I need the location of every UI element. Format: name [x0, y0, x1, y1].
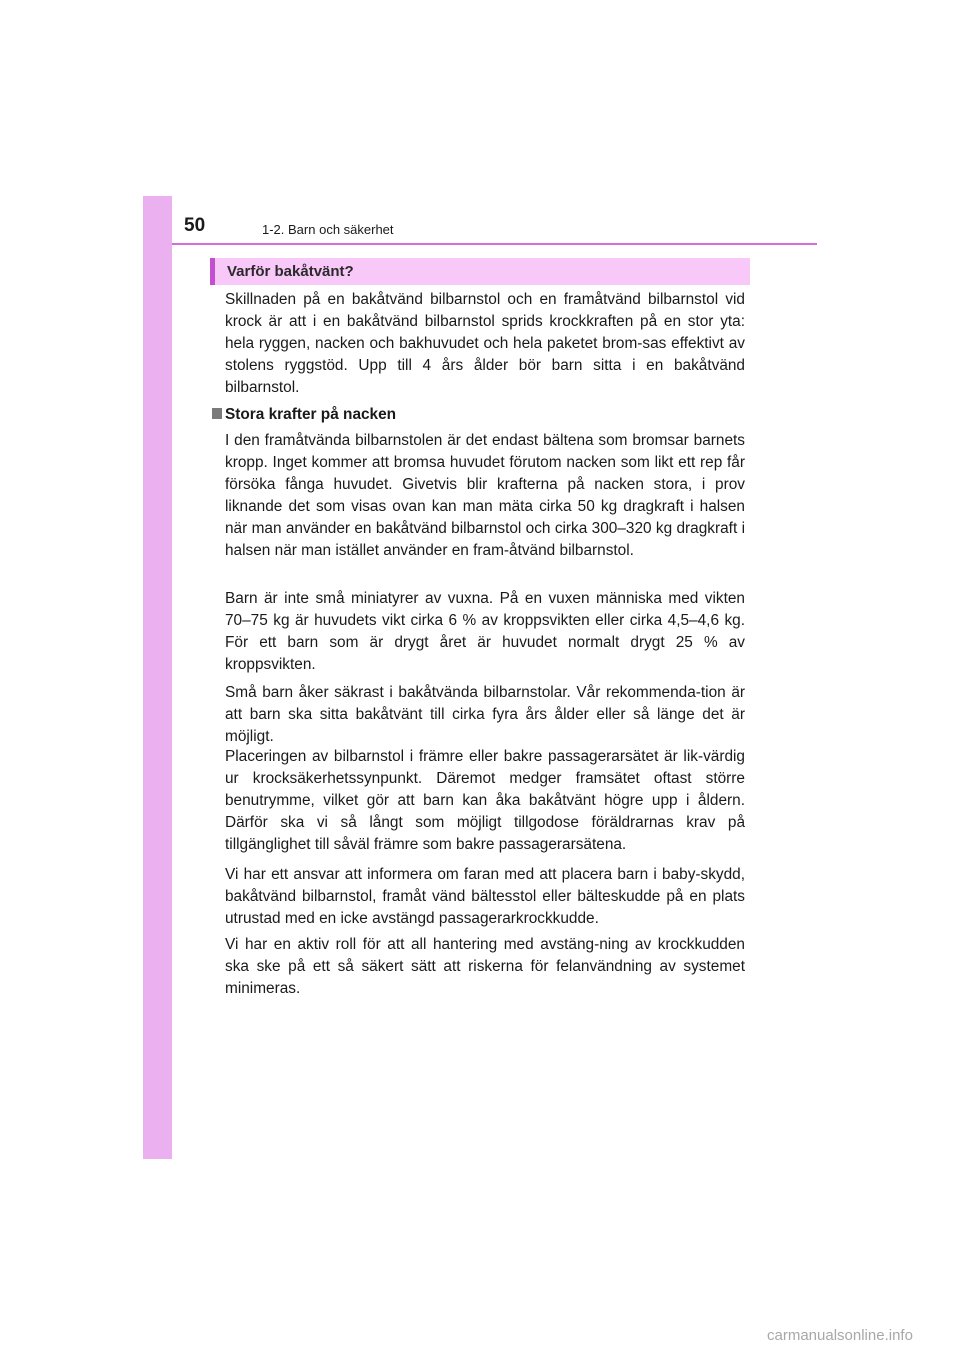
subheading-text: Stora krafter på nacken	[225, 406, 397, 423]
section-title-box	[210, 258, 750, 285]
subheading	[212, 404, 396, 426]
paragraph-recommendation: Små barn åker säkrast i bakåtvända bilbarnstolar. Vår rekommenda-tion är att barn ska sitta bakåtvänt till cirka fyra års ålder eller så länge det är möjligt.	[225, 684, 745, 745]
paragraph-neck-forces: I den framåtvända bilbarnstolen är det endast bältena som bromsar barnets kropp. Inget kommer att bromsa huvudet förutom nacken som likt ett rep får försöka fånga huvudet. Givetvis blir krafterna på nacken stora, i prov liknande det som visas ovan kan man mäta cirka 50 kg dragkraft i halsen när man använder en bakåtvänd bilbarnstol och cirka 300–320 kg dragkraft i halsen när man istället använder en fram-åtvänd bilbarnstol.	[225, 432, 745, 559]
paragraph-seat-placement: Placeringen av bilbarnstol i främre eller bakre passagerarsätet är lik-värdig ur krocksäkerhetssynpunkt. Däremot medger framsätet oftast större benutrymme, vilket gör att barn kan åka bakåtvänt högre upp i åldern. Därför ska vi så långt som möjligt tillgodose föräldrarnas krav på tillgänglighet till såväl främre som bakre passagerarsätena.	[225, 748, 745, 853]
section-title: Varför bakåtvänt?	[227, 263, 354, 280]
page-number: 50	[184, 215, 206, 236]
paragraph-responsibility: Vi har ett ansvar att informera om faran med att placera barn i baby-skydd, bakåtvänd bilbarnstol, framåt vänd bältesstol eller bälteskudde på en plats utrustad med en icke avstängd passagerarkrockkudde.	[225, 866, 745, 927]
intro-paragraph: Skillnaden på en bakåtvänd bilbarnstol och en framåtvänd bilbarnstol vid krock är att i en bakåtvänd bilbarnstol sprids krockkraften på en stor yta: hela ryggen, nacken och bakhuvudet och hela paketet brom-sas effektivt av stolens ryggstöd. Upp till 4 års ålder bör barn sitta i en bakåtvänd bilbarnstol.	[225, 291, 745, 396]
square-bullet-icon	[212, 408, 222, 419]
paragraph-child-proportions: Barn är inte små miniatyrer av vuxna. På en vuxen människa med vikten 70–75 kg är huvudets vikt cirka 6 % av kroppsvikten eller cirka 4,5–4,6 kg. För ett barn som är drygt året är huvudet normalt drygt 25 % av kroppsvikten.	[225, 590, 745, 673]
header-divider	[172, 243, 817, 245]
side-color-band	[143, 196, 172, 1159]
chapter-header: 1-2. Barn och säkerhet	[262, 222, 394, 237]
footer-watermark: carmanualsonline.info	[767, 1327, 913, 1344]
paragraph-airbag-handling: Vi har en aktiv roll för att all hantering med avstäng-ning av krockkudden ska ske på ett så säkert sätt att riskerna för felanvändning av systemet minimeras.	[225, 936, 745, 997]
